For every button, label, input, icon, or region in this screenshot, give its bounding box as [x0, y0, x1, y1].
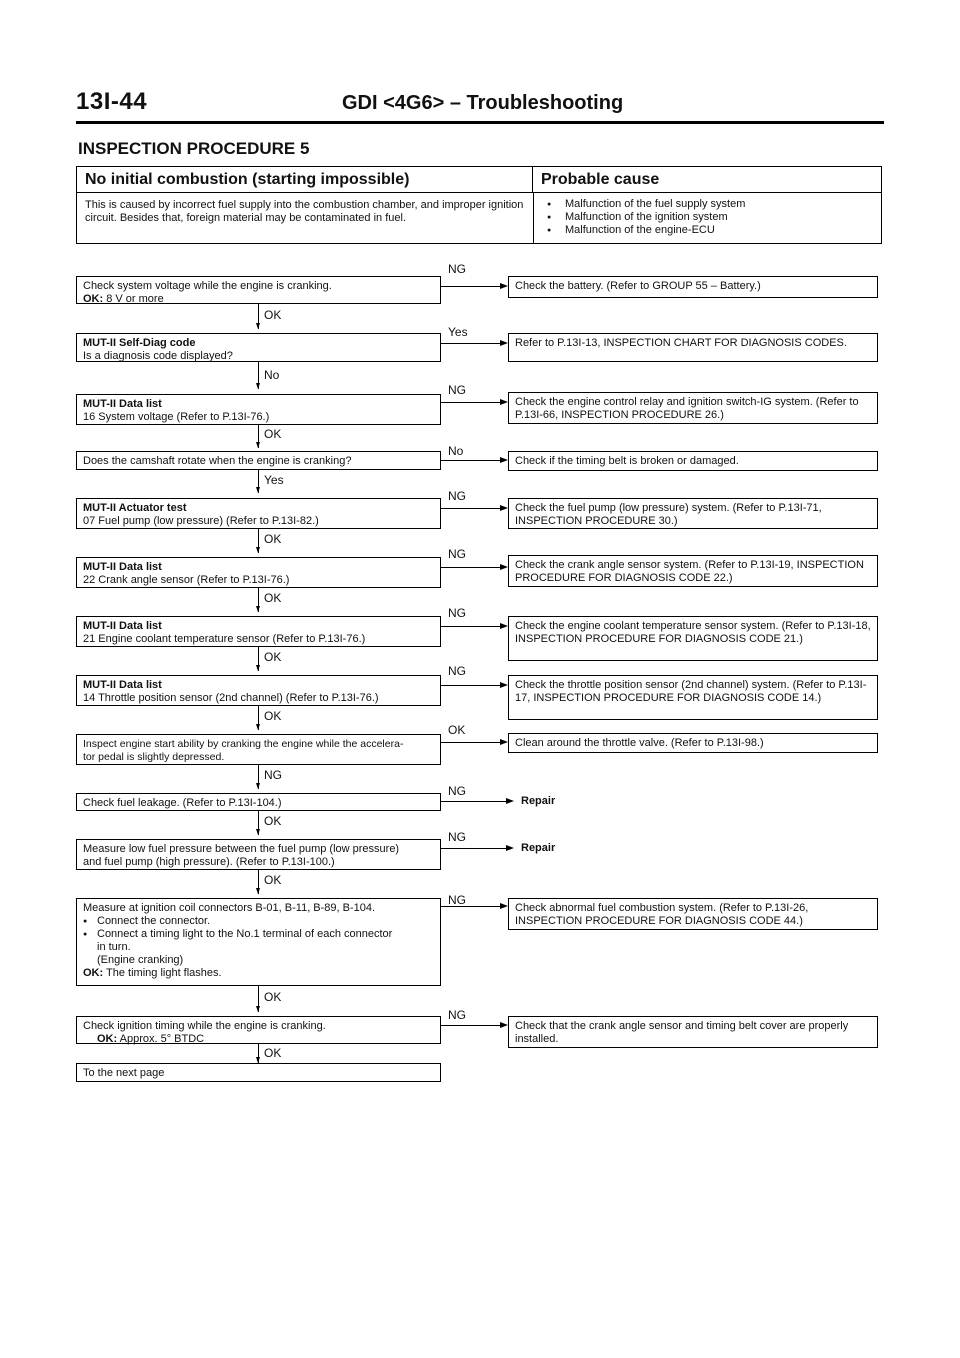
step-title: MUT-II Data list	[83, 679, 162, 691]
result-repair: Repair	[521, 795, 556, 807]
right-arrow-icon	[506, 845, 514, 851]
right-arrow-icon	[500, 457, 508, 463]
right-arrow-icon	[500, 682, 508, 688]
branch-line	[441, 848, 507, 849]
result-check-fuel-pump: Check the fuel pump (low pressure) system. (Refer to P.13I-71, INSPECTION PROCEDURE 30.)	[508, 498, 878, 529]
branch-label: NG	[448, 383, 466, 397]
step-bullet: ● Connect a timing light to the No.1 terminal of each connector	[83, 928, 434, 941]
down-arrow-icon	[256, 783, 260, 789]
branch-label: NG	[448, 784, 466, 798]
step-text: in turn.	[97, 941, 131, 953]
connector-label: OK	[264, 427, 282, 441]
branch-line	[441, 402, 501, 403]
result-repair: Repair	[521, 842, 556, 854]
step-title: MUT-II Self-Diag code	[83, 337, 196, 349]
branch-label: NG	[448, 1008, 466, 1022]
step-camshaft-rotate	[76, 451, 441, 470]
result-clean-throttle-valve: Clean around the throttle valve. (Refer to P.13I-98.)	[508, 733, 878, 753]
step-data-list-throttle-position	[76, 675, 441, 706]
result-check-timing-belt: Check if the timing belt is broken or damaged.	[508, 451, 878, 471]
step-text: 14 Throttle position sensor (2nd channel) (Refer to P.13I-76.)	[83, 692, 379, 704]
down-arrow-icon	[256, 888, 260, 894]
symptom-heading: No initial combustion (starting impossible)	[77, 167, 533, 193]
connector-label: OK	[264, 814, 282, 828]
result-check-crank-angle-sensor: Check the crank angle sensor system. (Refer to P.13I-19, INSPECTION PROCEDURE FOR DIAGNOSIS CODE 22.)	[508, 555, 878, 587]
step-text: Inspect engine start ability by cranking the engine while the accelera-	[83, 738, 404, 750]
step-check-system-voltage	[76, 276, 441, 304]
connector-label: OK	[264, 591, 282, 605]
step-text: To the next page	[83, 1067, 165, 1079]
cause-item: ● Malfunction of the fuel supply system	[543, 198, 873, 211]
step-data-list-coolant-temp	[76, 616, 441, 647]
step-title: MUT-II Data list	[83, 561, 162, 573]
cause-list	[543, 198, 873, 237]
branch-line	[441, 1025, 501, 1026]
connector-label: Yes	[264, 473, 284, 487]
step-check-ignition-timing	[76, 1016, 441, 1044]
branch-line	[441, 567, 501, 568]
connector-label: NG	[264, 768, 282, 782]
step-ok-criteria	[83, 293, 434, 306]
right-arrow-icon	[500, 399, 508, 405]
branch-label: NG	[448, 547, 466, 561]
right-arrow-icon	[500, 903, 508, 909]
step-text: Does the camshaft rotate when the engine is cranking?	[83, 455, 352, 467]
connector-label: OK	[264, 873, 282, 887]
connector-label: OK	[264, 650, 282, 664]
step-actuator-test-fuel-pump	[76, 498, 441, 529]
down-arrow-icon	[256, 829, 260, 835]
right-arrow-icon	[500, 623, 508, 629]
summary-table	[76, 166, 882, 244]
branch-label: NG	[448, 489, 466, 503]
step-measure-ignition-coil	[76, 898, 441, 986]
page-number: 13I-44	[76, 88, 148, 115]
cause-item: ● Malfunction of the engine-ECU	[543, 224, 873, 237]
down-arrow-icon	[256, 606, 260, 612]
down-arrow-icon	[256, 724, 260, 730]
step-text: tor pedal is slightly depressed.	[83, 751, 225, 763]
branch-line	[441, 286, 501, 287]
right-arrow-icon	[506, 798, 514, 804]
result-check-coolant-temp-sensor: Check the engine coolant temperature sensor system. (Refer to P.13I-18, INSPECTION PROCEDURE FOR DIAGNOSIS CODE 21.)	[508, 616, 878, 661]
connector-label: OK	[264, 990, 282, 1004]
down-arrow-icon	[256, 383, 260, 389]
right-arrow-icon	[500, 564, 508, 570]
down-arrow-icon	[256, 487, 260, 493]
step-text: Measure low fuel pressure between the fuel pump (low pressure)	[83, 843, 400, 855]
step-text: 21 Engine coolant temperature sensor (Refer to P.13I-76.)	[83, 633, 366, 645]
right-arrow-icon	[500, 739, 508, 745]
result-check-battery: Check the battery. (Refer to GROUP 55 – Battery.)	[508, 276, 878, 298]
step-text: Measure at ignition coil connectors B-01, B-11, B-89, B-104.	[83, 902, 376, 914]
step-title: MUT-II Data list	[83, 398, 162, 410]
branch-label: NG	[448, 893, 466, 907]
ok-label: OK:	[83, 293, 104, 305]
connector-label: OK	[264, 532, 282, 546]
step-self-diag-code	[76, 333, 441, 362]
down-arrow-icon	[256, 442, 260, 448]
ok-label: OK:	[83, 967, 104, 979]
summary-divider	[533, 193, 534, 243]
step-text: 16 System voltage (Refer to P.13I-76.)	[83, 411, 270, 423]
step-ok-criteria	[83, 1033, 434, 1046]
step-check-fuel-leakage	[76, 793, 441, 811]
down-arrow-icon	[256, 323, 260, 329]
connector-label: OK	[264, 1046, 282, 1060]
page-title: GDI <4G6> – Troubleshooting	[342, 92, 624, 114]
probable-cause-heading: Probable cause	[533, 167, 881, 193]
step-text: and fuel pump (high pressure). (Refer to P.13I-100.)	[83, 856, 335, 868]
result-inspection-chart: Refer to P.13I-13, INSPECTION CHART FOR DIAGNOSIS CODES.	[508, 333, 878, 362]
cause-item: ● Malfunction of the ignition system	[543, 211, 873, 224]
result-check-abnormal-combustion: Check abnormal fuel combustion system. (Refer to P.13I-26, INSPECTION PROCEDURE FOR DIAGNOSIS CODE 44.)	[508, 898, 878, 930]
right-arrow-icon	[500, 283, 508, 289]
step-text: Is a diagnosis code displayed?	[83, 350, 233, 362]
step-ok-criteria	[83, 967, 434, 980]
step-text: 07 Fuel pump (low pressure) (Refer to P.13I-82.)	[83, 515, 319, 527]
down-arrow-icon	[256, 1006, 260, 1012]
branch-line	[441, 801, 507, 802]
step-text: Check fuel leakage. (Refer to P.13I-104.)	[83, 797, 282, 809]
step-data-list-crank-angle	[76, 557, 441, 588]
ok-value: The timing light flashes.	[106, 967, 222, 979]
right-arrow-icon	[500, 340, 508, 346]
branch-label: NG	[448, 606, 466, 620]
branch-line	[441, 685, 501, 686]
result-check-crank-sensor-cover: Check that the crank angle sensor and timing belt cover are properly installed.	[508, 1016, 878, 1048]
down-arrow-icon	[256, 547, 260, 553]
ok-value: Approx. 5° BTDC	[119, 1033, 205, 1045]
branch-line	[441, 742, 501, 743]
connector-label: OK	[264, 308, 282, 322]
branch-line	[441, 343, 501, 344]
branch-line	[441, 460, 501, 461]
branch-label: Yes	[448, 325, 468, 339]
result-check-throttle-position-sensor: Check the throttle position sensor (2nd channel) system. (Refer to P.13I-17, INSPECTION PROCEDURE FOR DIAGNOSIS CODE 14.)	[508, 675, 878, 720]
branch-label: NG	[448, 830, 466, 844]
branch-label: No	[448, 444, 464, 458]
step-measure-fuel-pressure	[76, 839, 441, 870]
step-inspect-start-ability	[76, 734, 441, 765]
connector-label: OK	[264, 709, 282, 723]
step-title: MUT-II Actuator test	[83, 502, 187, 514]
branch-label: OK	[448, 723, 466, 737]
branch-label: NG	[448, 262, 466, 276]
step-text: Check ignition timing while the engine is cranking.	[83, 1020, 326, 1032]
symptom-description: This is caused by incorrect fuel supply into the combustion chamber, and improper ignition circuit. Besides that, foreign material may be contaminated in fuel.	[85, 199, 524, 224]
procedure-title: INSPECTION PROCEDURE 5	[78, 139, 310, 158]
step-title: MUT-II Data list	[83, 620, 162, 632]
branch-label: NG	[448, 664, 466, 678]
right-arrow-icon	[500, 1022, 508, 1028]
result-check-engine-control-relay: Check the engine control relay and ignition switch-IG system. (Refer to P.13I-66, INSPECTION PROCEDURE 26.)	[508, 392, 878, 424]
step-text: Check system voltage while the engine is cranking.	[83, 280, 332, 292]
step-next-page	[76, 1063, 441, 1082]
branch-line	[441, 508, 501, 509]
branch-line	[441, 626, 501, 627]
step-data-list-system-voltage	[76, 394, 441, 425]
ok-value: 8 V or more	[106, 293, 164, 305]
header-rule	[76, 121, 884, 124]
right-arrow-icon	[500, 505, 508, 511]
step-text: 22 Crank angle sensor (Refer to P.13I-76.)	[83, 574, 290, 586]
connector-label: No	[264, 368, 280, 382]
ok-label: OK:	[97, 1033, 118, 1045]
down-arrow-icon	[256, 665, 260, 671]
step-bullet: ● Connect the connector.	[83, 915, 434, 928]
step-text: (Engine cranking)	[97, 954, 184, 966]
